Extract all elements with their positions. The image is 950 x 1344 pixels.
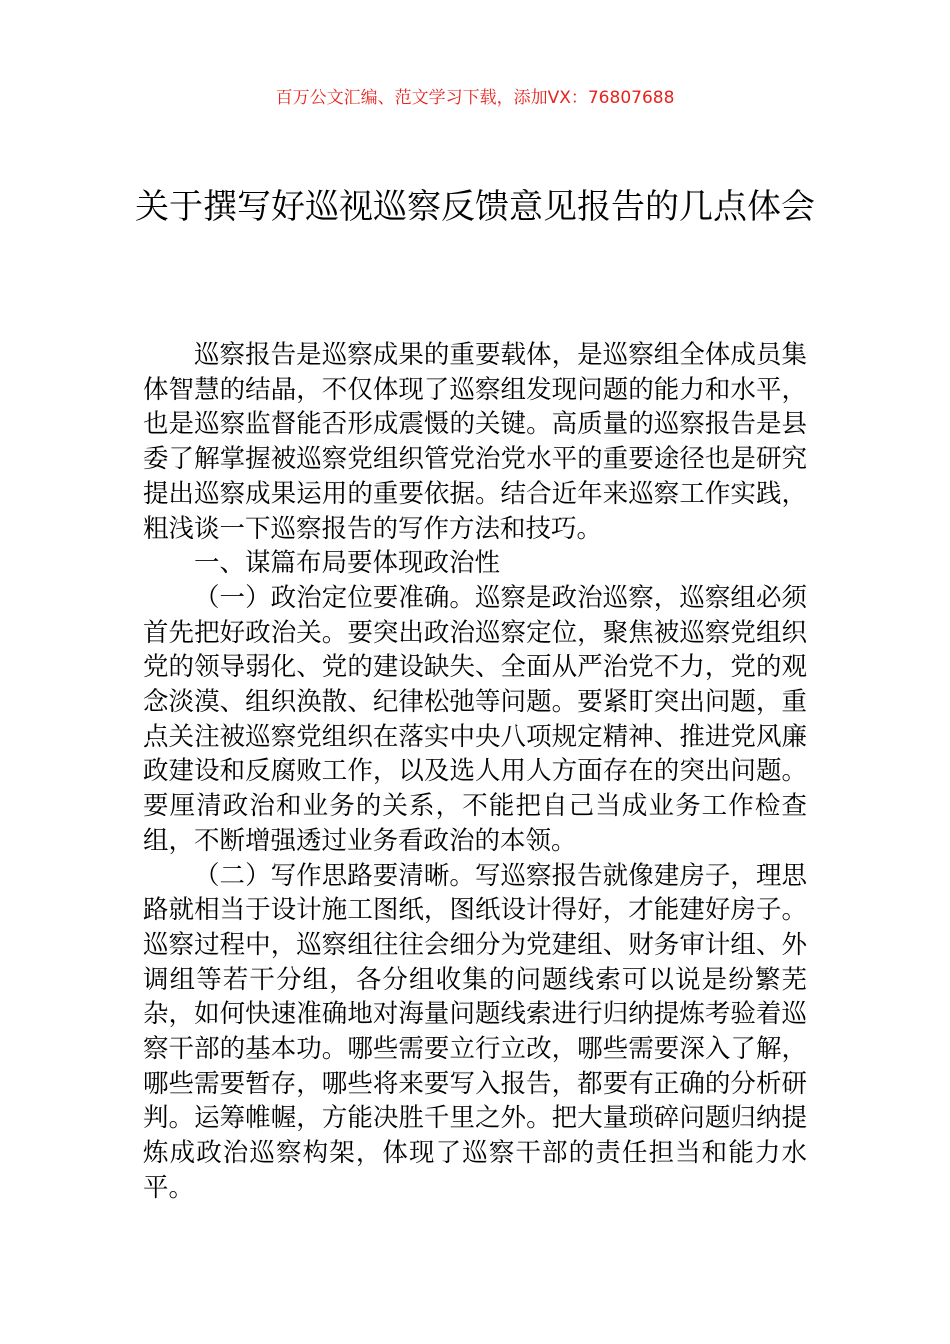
document-title: 关于撰写好巡视巡察反馈意见报告的几点体会 [135, 187, 815, 227]
section-heading: 一、谋篇布局要体现政治性 [194, 548, 501, 579]
header-watermark-note: 百万公文汇编、范文学习下载，添加VX：76807688 [275, 88, 675, 108]
subsection-paragraph-2: （二）写作思路要清晰。写巡察报告就像建房子，理思路就相当于设计施工图纸，图纸设计得好，才能建好房子。巡察过程中，巡察组往往会细分为党建组、财务审计组、外调组等若干分组，各分组收集的问题线索可以说是纷繁芜杂，如何快速准确地对海量问题线索进行归纳提炼考验着巡察干部的基本功。哪些需要立行立改，哪些需要深入了解，哪些需要暂存，哪些将来要写入报告，都要有正确的分析研判。运筹帷幄，方能决胜千里之外。把大量琐碎问题归纳提炼成政治巡察构架，体现了巡察干部的责任担当和能力水平。 [143, 860, 807, 1203]
subsection-paragraph-1: （一）政治定位要准确。巡察是政治巡察，巡察组必须首先把好政治关。要突出政治巡察定位，聚焦被巡察党组织党的领导弱化、党的建设缺失、全面从严治党不力，党的观念淡漠、组织涣散、纪律松弛等问题。要紧盯突出问题，重点关注被巡察党组织在落实中央八项规定精神、推进党风廉政建设和反腐败工作，以及选人用人方面存在的突出问题。要厘清政治和业务的关系，不能把自己当成业务工作检查组，不断增强透过业务看政治的本领。 [143, 582, 807, 856]
intro-paragraph: 巡察报告是巡察成果的重要载体，是巡察组全体成员集体智慧的结晶，不仅体现了巡察组发现问题的能力和水平，也是巡察监督能否形成震慑的关键。高质量的巡察报告是县委了解掌握被巡察党组织管党治党水平的重要途径也是研究提出巡察成果运用的重要依据。结合近年来巡察工作实践，粗浅谈一下巡察报告的写作方法和技巧。 [143, 340, 807, 544]
document-body [143, 338, 807, 1206]
